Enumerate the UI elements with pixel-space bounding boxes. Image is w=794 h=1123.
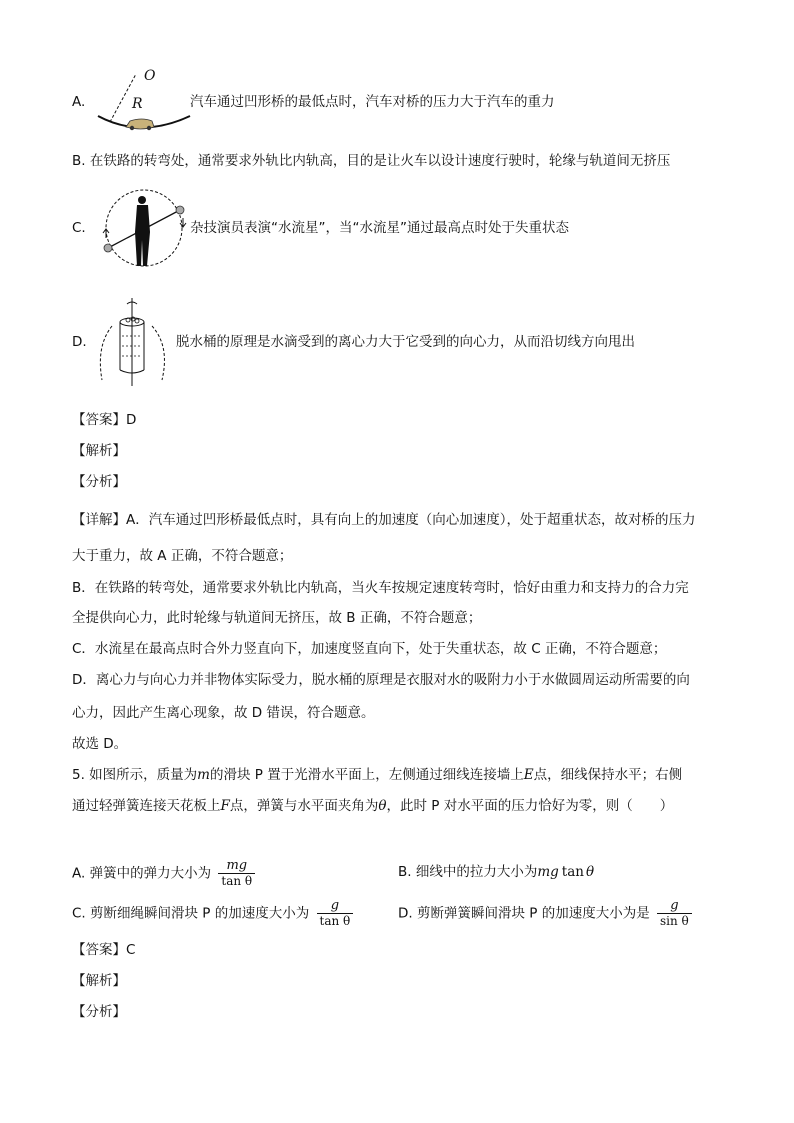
q5-option-a: A. 弹簧中的弹力大小为 $\frac{mg}{\text{tan θ}}$	[72, 858, 255, 889]
q5-option-d: D. 剪断弹簧瞬间滑块 P 的加速度大小为是 $\frac{g}{\text{sin θ}}$	[398, 898, 692, 929]
q4-detail-line: 心力，因此产生离心现象，故 D 错误，符合题意。	[72, 705, 375, 721]
option-c-label: C.	[72, 220, 86, 236]
option-d-label: D.	[72, 334, 87, 350]
var-m: m	[197, 767, 210, 783]
q5-stem-line2: 通过轻弹簧连接天花板上F点，弹簧与水平面夹角为θ，此时 P 对水平面的压力恰好为零，则（ ）	[72, 798, 674, 814]
q4-fenxi-heading: 【分析】	[72, 474, 126, 490]
q4-answer: 【答案】D	[72, 412, 137, 428]
option-c-text: 杂技演员表演“水流星”，当“水流星”通过最高点时处于失重状态	[190, 220, 569, 236]
q4-jiexi-heading: 【解析】	[72, 443, 126, 459]
q4-detail-line: B．在铁路的转弯处，通常要求外轨比内轨高，当火车按规定速度转弯时，恰好由重力和支持力的合力完	[72, 580, 689, 596]
spin-dryer-figure	[96, 296, 176, 388]
fraction-g-over-sin: $\frac{g}{\text{sin θ}}$	[657, 898, 692, 929]
q4-detail-line: 【详解】A．汽车通过凹形桥最低点时，具有向上的加速度（向心加速度），处于超重状态，故对桥的压力	[72, 512, 696, 528]
var-e: E	[523, 767, 534, 783]
option-a-label: A.	[72, 94, 86, 110]
q5-option-b: B. 细线中的拉力大小为mg tan θ	[398, 864, 595, 880]
fraction-mg-over-tan: $\frac{mg}{\text{tan θ}}$	[218, 858, 255, 889]
q5-stem-line1: 5. 如图所示，质量为m的滑块 P 置于光滑水平面上，左侧通过细线连接墙上E点，细线保持水平；右侧	[72, 767, 683, 783]
q5-answer: 【答案】C	[72, 942, 136, 958]
fraction-g-over-tan: $\frac{g}{\text{tan θ}}$	[317, 898, 354, 929]
var-f: F	[220, 798, 230, 814]
concave-bridge-figure	[96, 64, 196, 134]
q4-detail-line: D．离心力与向心力并非物体实际受力，脱水桶的原理是衣服对水的吸附力小于水做圆周运动所需要的向	[72, 672, 690, 688]
figure-label-o: O	[144, 68, 156, 84]
var-theta: θ	[378, 798, 387, 814]
q4-detail-line: 全提供向心力，此时轮缘与轨道间无挤压，故 B 正确，不符合题意；	[72, 610, 482, 626]
performer-icon	[135, 196, 150, 266]
option-b-text: B. 在铁路的转弯处，通常要求外轨比内轨高，目的是让火车以设计速度行驶时，轮缘与轨道间无挤压	[72, 153, 671, 169]
q4-detail-line: 大于重力，故 A 正确，不符合题意；	[72, 548, 293, 564]
q5-jiexi-heading: 【解析】	[72, 973, 126, 989]
q5-option-c: C. 剪断细绳瞬间滑块 P 的加速度大小为 $\frac{g}{\text{tan θ}}$	[72, 898, 353, 929]
option-d-text: 脱水桶的原理是水滴受到的离心力大于它受到的向心力，从而沿切线方向甩出	[176, 334, 635, 350]
water-meteor-figure	[100, 186, 190, 270]
q5-fenxi-heading: 【分析】	[72, 1004, 126, 1020]
q4-conclusion: 故选 D。	[72, 736, 128, 752]
figure-label-r: R	[132, 96, 143, 112]
option-a-text: 汽车通过凹形桥的最低点时，汽车对桥的压力大于汽车的重力	[190, 94, 555, 110]
q4-detail-line: C．水流星在最高点时合外力竖直向下，加速度竖直向下，处于失重状态，故 C 正确，不符合题意；	[72, 641, 667, 657]
